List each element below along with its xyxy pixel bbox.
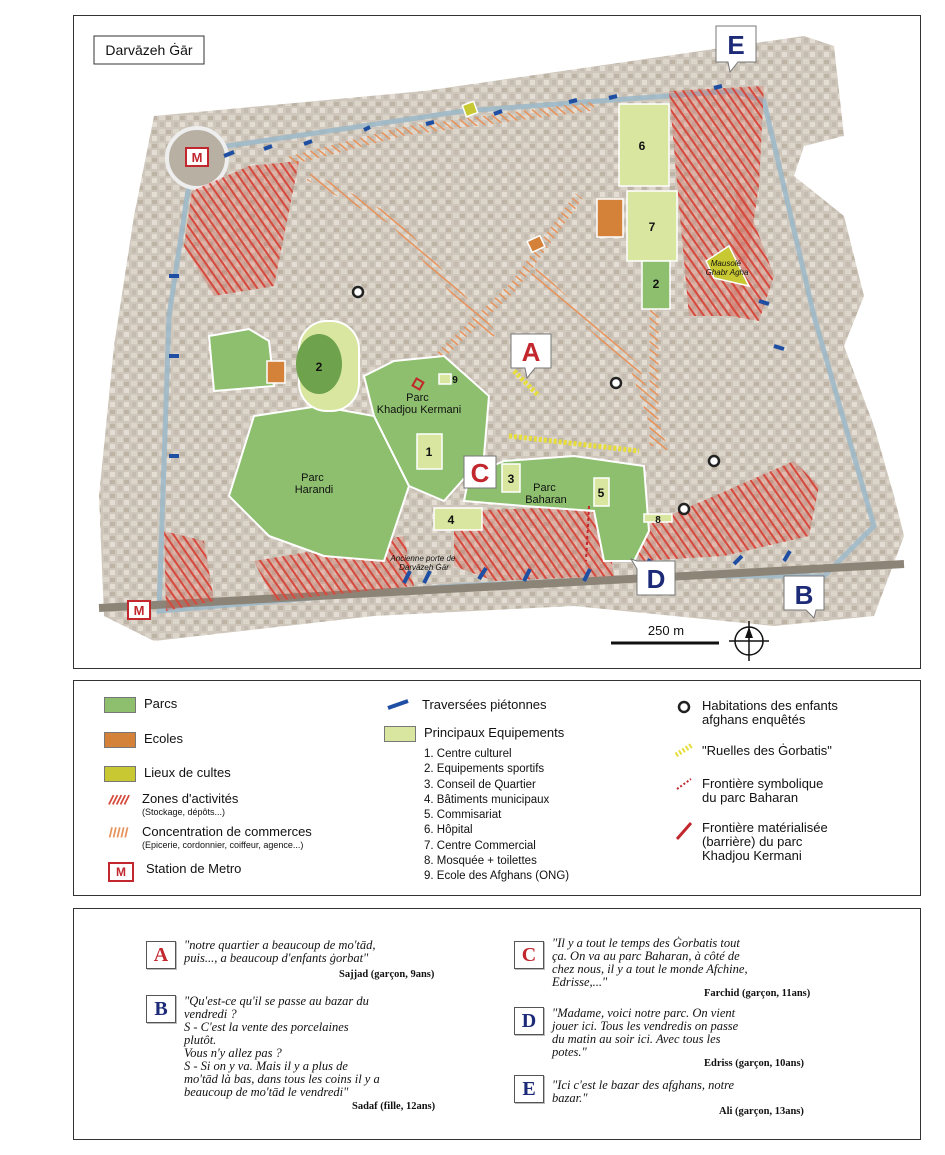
map-svg [74, 16, 920, 668]
legend-item-equipements [384, 725, 564, 742]
legend-swatch-activites [104, 792, 134, 806]
callout-D [631, 559, 675, 595]
habitation-marker [709, 456, 719, 466]
legend-sub-commerces: (Epicerie, cordonnier, coiffeur, agence...) [142, 840, 304, 850]
habitation-icon [674, 699, 694, 715]
legend-item-ecoles [104, 731, 183, 748]
legend-label-metro: Station de Metro [146, 861, 242, 876]
legend-swatch-commerces [104, 825, 134, 839]
facility-number: 3 [507, 472, 515, 486]
facility-number: 2 [315, 360, 323, 374]
mausole-label-line: Ghabr Agha [705, 268, 749, 277]
facility-number: 9 [452, 375, 458, 386]
facility-number: 6 [638, 139, 646, 153]
facility-number: 2 [652, 277, 660, 291]
callout-C [464, 456, 496, 488]
habitation-marker [353, 287, 363, 297]
quote-text-C: "Il y a tout le temps des Ġorbatis tout ça. On va au parc Baharan, à côté de chez nous, il y a tout le monde Afchine, Edrisse,..." [552, 936, 748, 989]
legend-item-habitations [674, 699, 838, 727]
callout-label-A: A [521, 337, 541, 367]
facility-number: 8 [655, 515, 661, 526]
legend-swatch-metro: M [108, 862, 134, 882]
legend-label-activites: Zones d'activités [142, 791, 239, 806]
quote-author-C: Farchid (garçon, 11ans) [704, 988, 811, 999]
park-label-line: Parc [406, 392, 429, 404]
legend-item-traversees [384, 697, 547, 712]
habitation-marker [679, 504, 689, 514]
callout-label-E: E [727, 30, 745, 60]
legend-item-ruelles [674, 743, 832, 758]
legend-equipement-item: 5. Commisariat [424, 809, 502, 822]
legend-label-cultes: Lieux de cultes [144, 765, 231, 780]
ancienne-porte-line: Ancienne porte de [390, 554, 456, 563]
quote-author-A: Sajjad (garçon, 9ans) [339, 969, 435, 980]
legend-label-ruelles: "Ruelles des Ġorbatis" [702, 743, 832, 758]
callout-label-D: D [646, 564, 666, 594]
legend-label-frontiere-materialisee: Frontière matérialisée (barrière) du parc Khadjou Kermani [702, 820, 828, 863]
facility-number: 5 [597, 486, 605, 500]
legend-swatch-frontiere-symbolique [674, 777, 694, 791]
legend-item-activites [104, 791, 238, 817]
legend-equipement-item: 2. Equipements sportifs [424, 763, 545, 776]
legend-label-parcs: Parcs [144, 696, 178, 711]
metro-glyph: M [191, 150, 203, 165]
quote-badge-A: A [146, 941, 176, 969]
legend-item-frontiere-symbolique [674, 777, 823, 805]
legend-label-frontiere-symbolique: Frontière symbolique du parc Baharan [702, 776, 824, 805]
ancienne-porte-label [389, 554, 457, 572]
quote-badge-D: D [514, 1007, 544, 1035]
quote-text-B: "Qu'est-ce qu'il se passe au bazar du vendredi ? S - C'est la vente des porcelaines plutôt. Vous n'y allez pas ? S - Si on y va. Mais il y a plus de mo'tād là bas, dans tous les coins il y a beaucoup de mo'tād le vendredi" [184, 994, 380, 1099]
facility-number: 7 [648, 220, 656, 234]
park-label-line: Harandi [294, 484, 334, 496]
mausole-label [706, 259, 749, 277]
facility-number: 1 [425, 445, 433, 459]
quote-author-B: Sadaf (fille, 12ans) [352, 1101, 436, 1112]
legend-equipement-item: 6. Hôpital [424, 824, 473, 837]
stadium [296, 321, 359, 411]
legend-swatch-ruelles [674, 743, 694, 757]
quote-author-D: Edriss (garçon, 10ans) [704, 1058, 805, 1069]
metro-glyph: M [133, 603, 145, 618]
legend-equipement-item: 1. Centre culturel [424, 748, 512, 760]
legend-label-traversees: Traversées piétonnes [422, 697, 547, 712]
quote-badge-C: C [514, 941, 544, 969]
scale-label: 250 m [647, 623, 685, 638]
legend-swatch-cultes [104, 766, 136, 782]
legend-swatch-frontiere-materialisee [674, 821, 694, 841]
park-west [209, 329, 274, 391]
map-title: Darvāzeh Ġār [105, 42, 193, 58]
legend-label-ecoles: Ecoles [144, 731, 184, 746]
legend-label-commerces: Concentration de commerces [142, 824, 312, 839]
north-arrow-icon [729, 621, 769, 661]
legend-equipement-item: 4. Bâtiments municipaux [424, 793, 550, 806]
map-panel [73, 15, 921, 669]
legend-label-equipements: Principaux Equipements [424, 725, 565, 740]
legend-item-frontiere-materialisee [674, 821, 828, 863]
legend-equipements-list [424, 747, 569, 885]
legend-swatch-ecoles [104, 732, 136, 748]
legend-equipement-item: 3. Conseil de Quartier [424, 778, 536, 791]
scale-bar [611, 623, 719, 643]
callout-label-C: C [470, 458, 490, 488]
callout-label-B: B [794, 580, 814, 610]
legend-item-commerces [104, 824, 312, 850]
ancienne-porte-line: Darvāzeh Ġār [399, 563, 449, 572]
park-label-line: Parc [533, 482, 556, 494]
legend-swatch-equipements [384, 726, 416, 742]
quote-text-A: "notre quartier a beaucoup de mo'tād, puis..., a beaucoup d'enfants ġorbat" [184, 938, 376, 965]
quote-text-D: "Madame, voici notre parc. On vient jouer ici. Tous les vendredis on passe du matin au soir ici. Avec tous les potes." [552, 1006, 739, 1059]
legend-equipement-item: 7. Centre Commercial [424, 839, 536, 852]
habitation-marker [611, 378, 621, 388]
legend-swatch-parcs [104, 697, 136, 713]
legend-equipement-item: 9. Ecole des Afghans (ONG) [424, 870, 570, 883]
legend-sub-activites: (Stockage, dépôts...) [142, 807, 226, 817]
park-label-line: Parc [301, 472, 324, 484]
park-label-line: Khadjou Kermani [376, 404, 462, 416]
legend-swatch-traversees [384, 697, 414, 711]
legend-label-habitations: Habitations des enfants afghans enquêtés [702, 698, 838, 727]
legend-item-metro [104, 861, 241, 882]
quote-author-E: Ali (garçon, 13ans) [719, 1106, 804, 1117]
legend-item-parcs [104, 696, 177, 713]
legend-panel [73, 680, 921, 896]
quotes-panel [73, 908, 921, 1140]
quote-badge-B: B [146, 995, 176, 1023]
legend-item-cultes [104, 765, 231, 782]
mausole-label-line: Mausolé [710, 259, 742, 268]
legend-equipement-item: 8. Mosquée + toilettes [424, 855, 537, 868]
quote-text-E: "Ici c'est le bazar des afghans, notre bazar." [552, 1078, 735, 1105]
quote-badge-E: E [514, 1075, 544, 1103]
park-label-line: Baharan [525, 494, 567, 506]
facility-number: 4 [447, 513, 455, 527]
